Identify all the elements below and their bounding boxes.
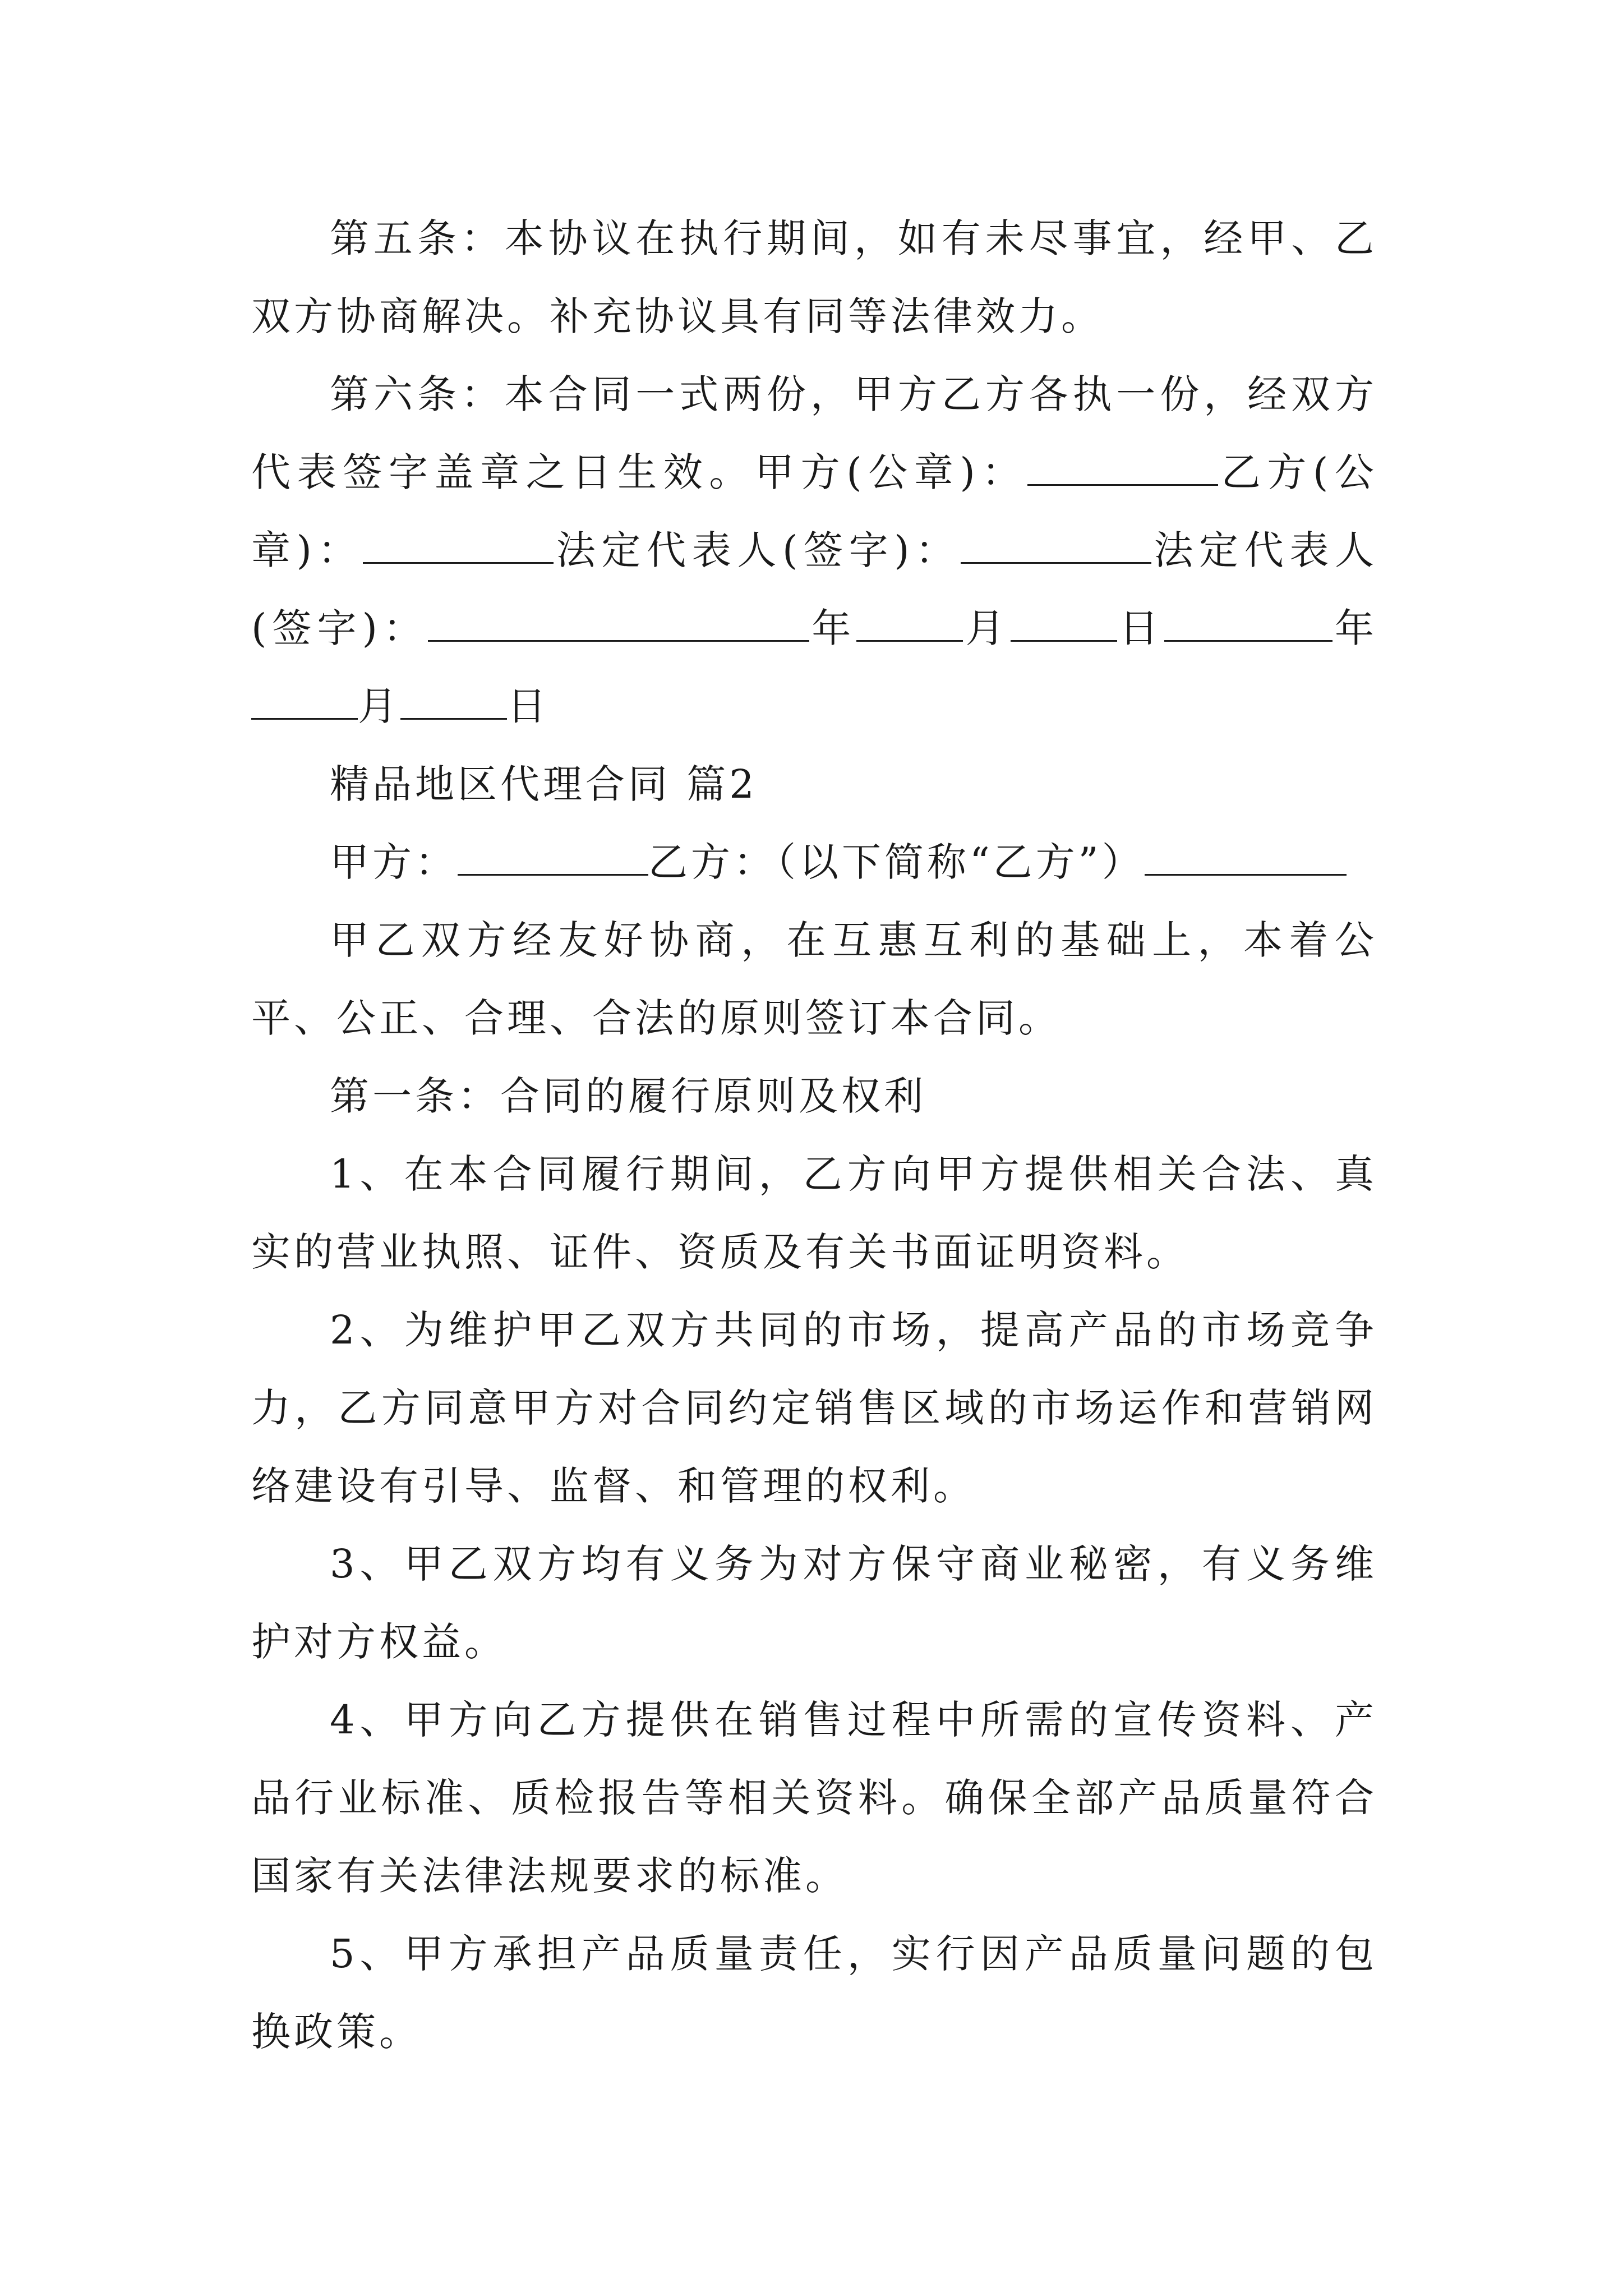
item-5-paragraph: 5、甲方承担产品质量责任，实行因产品质量问题的包换政策。 [251, 1931, 1377, 2055]
year2-label: 年 [1332, 605, 1378, 651]
year-label: 年 [809, 605, 857, 651]
party-b-seal-blank [363, 527, 554, 564]
item-4-paragraph: 4、甲方向乙方提供在销售过程中所需的宣传资料、产品行业标准、质检报告等相关资料。确保全部产品质量符合国家有关法律法规要求的标准。 [251, 1697, 1377, 1899]
article-5-paragraph: 第五条：本协议在执行期间，如有未尽事宜，经甲、乙双方协商解决。补充协议具有同等法律效力。 [251, 215, 1377, 339]
day2-label: 日 [507, 683, 550, 729]
party-a-seal-blank [1027, 449, 1218, 486]
article-6-text-c: 法定代表人(签字)： [554, 527, 961, 573]
item-1-paragraph: 1、在本合同履行期间，乙方向甲方提供相关合法、真实的营业执照、证件、资质及有关书面证明资料。 [251, 1151, 1377, 1275]
section-title: 精品地区代理合同 篇2 [330, 761, 758, 807]
month2-label: 月 [358, 683, 400, 729]
intro-paragraph: 甲乙双方经友好协商，在互惠互利的基础上，本着公平、公正、合理、合法的原则签订本合同。 [251, 917, 1377, 1041]
article-1-title: 第一条：合同的履行原则及权利 [330, 1073, 926, 1119]
article-6-text-a: 第六条：本合同一式两份，甲方乙方各执一份，经双方代表签字盖章之日生效。甲方(公章)： [251, 371, 1377, 495]
party-a-label: 甲方： [330, 839, 458, 885]
day-blank [1011, 605, 1117, 642]
month2-blank [251, 683, 358, 720]
item-3-paragraph: 3、甲乙双方均有义务为对方保守商业秘密，有义务维护对方权益。 [251, 1541, 1377, 1665]
item-2-paragraph: 2、为维护甲乙双方共同的市场，提高产品的市场竞争力，乙方同意甲方对合同约定销售区域的市场运作和营销网络建设有引导、监督、和管理的权利。 [251, 1307, 1377, 1509]
day-label: 日 [1117, 605, 1164, 651]
article-6-paragraph [251, 356, 1377, 746]
article-6-text-d: 法定代表人(签字)： [251, 527, 1378, 651]
party-b-blank [1145, 839, 1347, 876]
party-a-blank [458, 839, 648, 876]
rep-b-signature-blank [428, 605, 809, 642]
day2-blank [400, 683, 507, 720]
parties-line [251, 823, 1377, 901]
article-6-text-b: 乙方(公章)： [251, 449, 1377, 573]
year2-blank [1164, 605, 1332, 642]
month-blank [856, 605, 963, 642]
rep-a-signature-blank [961, 527, 1151, 564]
document-page [251, 200, 1377, 2071]
party-b-label: 乙方：（以下简称“乙方”） [648, 839, 1145, 885]
month-label: 月 [963, 605, 1011, 651]
